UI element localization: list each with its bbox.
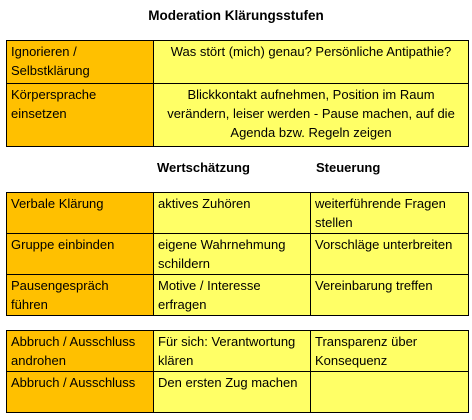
clarification-table-1 xyxy=(6,40,469,147)
cell-wertschaetzung: eigene Wahrnehmung schildern xyxy=(154,234,311,275)
header-wertschaetzung: Wertschätzung xyxy=(157,160,250,175)
row-label: Verbale Klärung xyxy=(7,193,154,234)
cell-steuerung xyxy=(311,372,469,413)
table-row xyxy=(7,234,469,275)
cell-steuerung: Vorschläge unterbreiten xyxy=(311,234,469,275)
cell-wertschaetzung: aktives Zuhören xyxy=(154,193,311,234)
cell-wertschaetzung: Den ersten Zug machen xyxy=(154,372,311,413)
row-label: Abbruch / Ausschluss androhen xyxy=(7,331,154,372)
row-label: Körpersprache einsetzen xyxy=(7,84,154,147)
row-label: Gruppe einbinden xyxy=(7,234,154,275)
row-text: Was stört (mich) genau? Persönliche Antipathie? xyxy=(154,41,469,84)
table-row xyxy=(7,275,469,316)
row-label: Ignorieren / Selbstklärung xyxy=(7,41,154,84)
table-row xyxy=(7,193,469,234)
row-label: Abbruch / Ausschluss xyxy=(7,372,154,413)
cell-steuerung: Transparenz über Konsequenz xyxy=(311,331,469,372)
clarification-table-2 xyxy=(6,192,469,316)
cell-steuerung: Vereinbarung treffen xyxy=(311,275,469,316)
header-steuerung: Steuerung xyxy=(316,160,381,175)
row-label: Pausengespräch führen xyxy=(7,275,154,316)
table-row xyxy=(7,372,469,413)
table-row xyxy=(7,41,469,84)
cell-wertschaetzung: Für sich: Verantwortung klären xyxy=(154,331,311,372)
cell-steuerung: weiterführende Fragen stellen xyxy=(311,193,469,234)
clarification-table-3 xyxy=(6,330,469,413)
page-title: Moderation Klärungsstufen xyxy=(148,8,324,23)
cell-wertschaetzung: Motive / Interesse erfragen xyxy=(154,275,311,316)
row-text: Blickkontakt aufnehmen, Position im Raum verändern, leiser werden - Pause machen, auf die Agenda bzw. Regeln zeigen xyxy=(154,84,469,147)
table-row xyxy=(7,84,469,147)
table-row xyxy=(7,331,469,372)
